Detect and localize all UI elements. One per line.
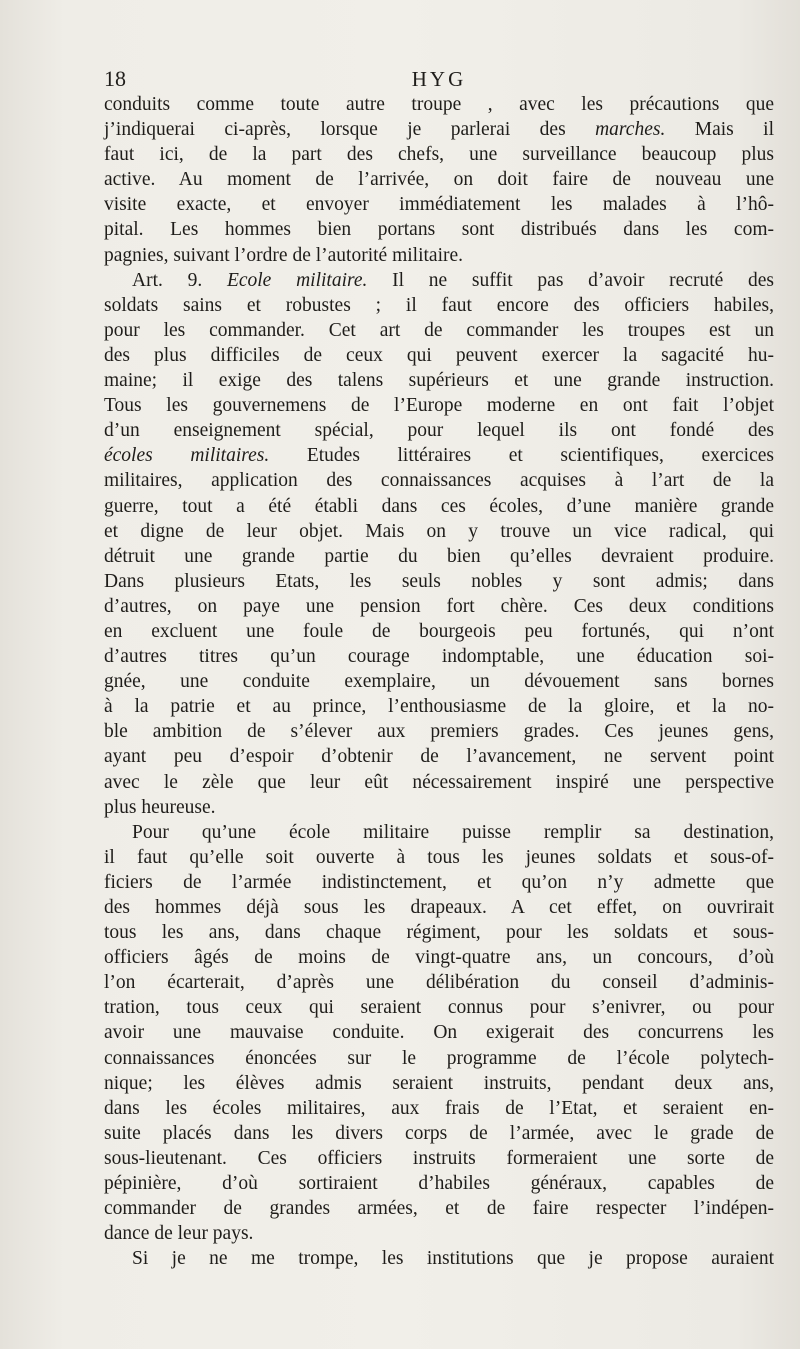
text-line: et digne de leur objet. Mais on y trouve un vice radical, qui xyxy=(104,520,774,542)
italic-phrase: marches. xyxy=(595,119,666,141)
text-line: ayant peu d’espoir d’obtenir de l’avancement, ne servent point xyxy=(104,746,774,768)
text-line: j’indiquerai ci-après, lorsque je parlerai des marches. Mais il xyxy=(104,119,775,141)
text-line: suite placés dans les divers corps de l’armée, avec le grade de xyxy=(104,1122,774,1144)
text-line: ficiers de l’armée indistinctement, et qu’on n’y admette que xyxy=(104,871,774,893)
text-line: en excluent une foule de bourgeois peu fortunés, qui n’ont xyxy=(104,620,774,642)
text-line: avec le zèle que leur eût nécessairement inspiré une perspective xyxy=(104,771,774,793)
text-line: pagnies, suivant l’ordre de l’autorité militaire. xyxy=(104,244,464,266)
text-line: visite exacte, et envoyer immédiatement les malades à l’hô- xyxy=(104,194,774,216)
text-line: avoir une mauvaise conduite. On exigerait des concurrens les xyxy=(104,1022,774,1044)
text-line: Tous les gouvernemens de l’Europe moderne en ont fait l’objet xyxy=(104,395,774,417)
text-line: dans les écoles militaires, aux frais de l’Etat, et seraient en- xyxy=(104,1097,774,1119)
text-line: écoles militaires. Etudes littéraires et scientifiques, exercices xyxy=(104,445,774,467)
text-line: pour les commander. Cet art de commander les troupes est un xyxy=(104,319,774,341)
text-line: commander de grandes armées, et de faire respecter l’indépen- xyxy=(104,1198,774,1220)
text-line: Art. 9. Ecole militaire. Il ne suffit pas d’avoir recruté des xyxy=(132,269,774,291)
text-line: d’autres, on paye une pension fort chère. Ces deux conditions xyxy=(104,595,774,617)
text-line: conduits comme toute autre troupe , avec les précautions que xyxy=(104,94,774,115)
text-line: Dans plusieurs Etats, les seuls nobles y sont admis; dans xyxy=(104,570,774,592)
text-line: d’un enseignement spécial, pour lequel ils ont fondé des xyxy=(104,420,774,442)
text-line: soldats sains et robustes ; il faut encore des officiers habiles, xyxy=(104,294,774,316)
italic-phrase: écoles militaires. xyxy=(104,445,270,467)
italic-phrase: Ecole militaire. xyxy=(226,269,368,291)
text-line: sous-lieutenant. Ces officiers instruits formeraient une sorte de xyxy=(104,1147,774,1169)
text-line: pépinière, d’où sortiraient d’habiles généraux, capables de xyxy=(104,1173,774,1195)
text-line: nique; les élèves admis seraient instruits, pendant deux ans, xyxy=(104,1072,774,1094)
page-header xyxy=(104,62,774,96)
text-line: ble ambition de s’élever aux premiers grades. Ces jeunes gens, xyxy=(104,721,774,743)
page-number: 18 xyxy=(104,66,126,91)
text-line: Si je ne me trompe, les institutions que je propose auraient xyxy=(132,1248,774,1270)
text-line: dance de leur pays. xyxy=(104,1223,254,1245)
text-line: officiers âgés de moins de vingt-quatre ans, un concours, d’où xyxy=(104,947,774,969)
text-line: tration, tous ceux qui seraient connus pour s’enivrer, ou pour xyxy=(104,997,774,1019)
text-line: plus heureuse. xyxy=(104,796,216,818)
text-line: d’autres titres qu’un courage indomptable, une éducation soi- xyxy=(104,646,774,668)
text-line: l’on écarterait, d’après une délibération du conseil d’adminis- xyxy=(104,972,774,994)
text-line: gnée, une conduite exemplaire, un dévouement sans bornes xyxy=(104,671,774,693)
text-line: maine; il exige des talens supérieurs et une grande instruction. xyxy=(104,370,774,392)
text-line: tous les ans, dans chaque régiment, pour les soldats et sous- xyxy=(104,922,774,944)
text-line: à la patrie et au prince, l’enthousiasme de la gloire, et la no- xyxy=(104,696,774,718)
text-line: pital. Les hommes bien portans sont distribués dans les com- xyxy=(104,219,774,241)
text-line: il faut qu’elle soit ouverte à tous les jeunes soldats et sous-of- xyxy=(104,846,774,868)
body-text xyxy=(104,92,774,1271)
text-line: faut ici, de la part des chefs, une surveillance beaucoup plus xyxy=(104,144,774,166)
text-line: Pour qu’une école militaire puisse remplir sa destination, xyxy=(132,821,774,843)
text-line: connaissances énoncées sur le programme de l’école polytech- xyxy=(104,1047,774,1069)
text-line: militaires, application des connaissances acquises à l’art de la xyxy=(104,470,774,492)
text-line: guerre, tout a été établi dans ces écoles, d’une manière grande xyxy=(104,495,774,517)
running-head: HYG xyxy=(411,67,467,91)
text-line: détruit une grande partie du bien qu’elles devraient produire. xyxy=(104,545,774,567)
text-line: active. Au moment de l’arrivée, on doit faire de nouveau une xyxy=(104,169,774,191)
text-line: des plus difficiles de ceux qui peuvent exercer la sagacité hu- xyxy=(104,344,774,366)
text-line: des hommes déjà sous les drapeaux. A cet effet, on ouvrirait xyxy=(104,897,774,918)
